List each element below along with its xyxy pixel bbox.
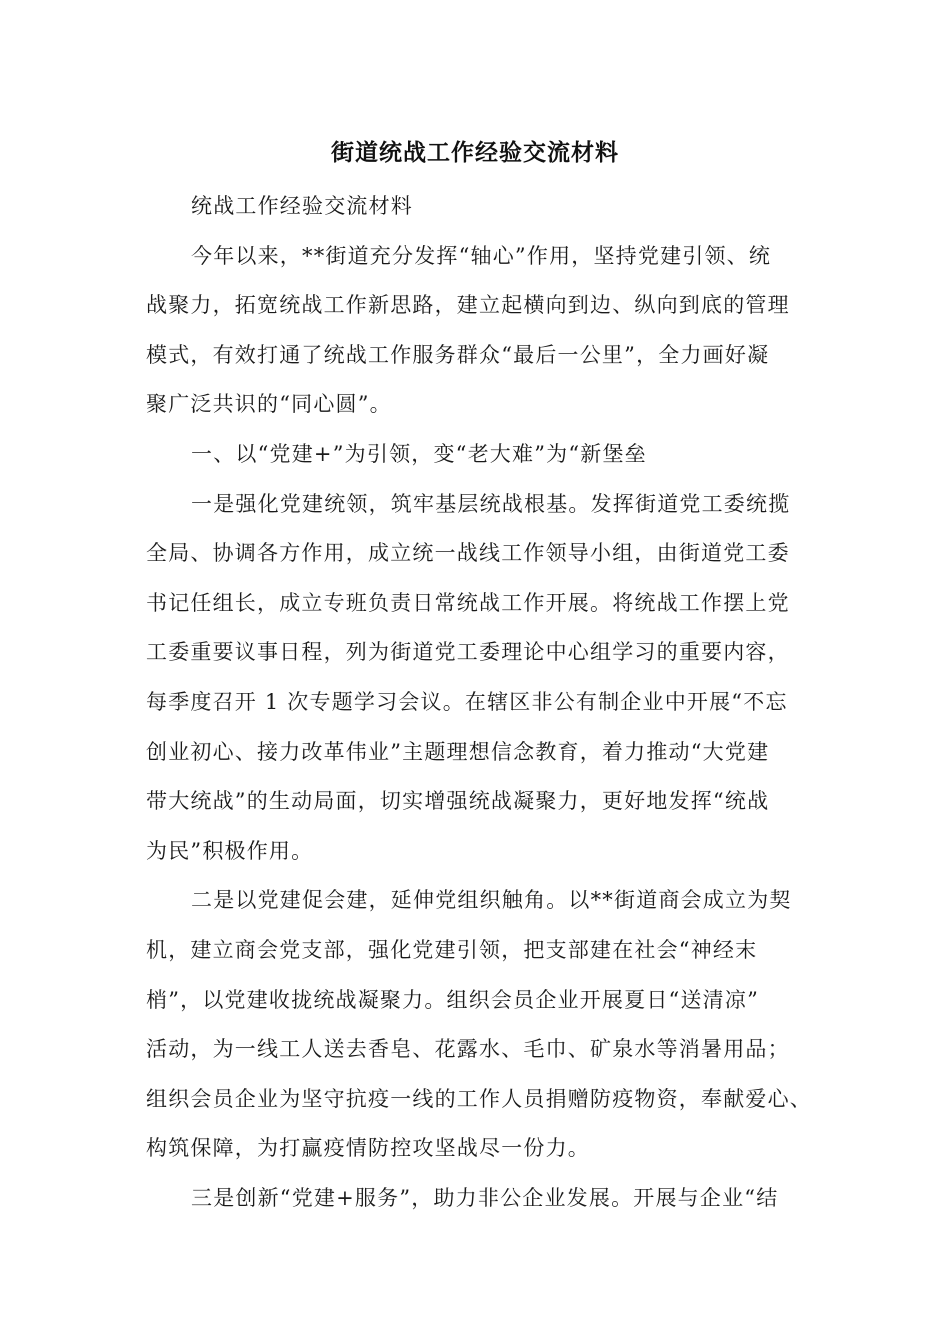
section-heading: 一、以“党建+”为引领，变“老大难”为“新堡垒 [191,441,647,466]
body-line: 今年以来，**街道充分发挥“轴心”作用，坚持党建引领、统 [191,243,772,268]
body-line: 聚广泛共识的“同心圆”。 [146,392,392,417]
document-title: 街道统战工作经验交流材料 [331,139,619,166]
body-line: 统战工作经验交流材料 [191,194,413,218]
body-line: 活动，为一线工人送去香皂、花露水、毛巾、矿泉水等消暑用品； [146,1037,790,1062]
body-line: 模式，有效打通了统战工作服务群众“最后一公里”，全力画好凝 [146,342,770,367]
body-line: 一是强化党建统领，筑牢基层统战根基。发挥街道党工委统揽 [191,491,791,516]
body-line: 构筑保障，为打赢疫情防控攻坚战尽一份力。 [146,1136,590,1161]
body-line: 工委重要议事日程，列为街道党工委理论中心组学习的重要内容， [146,640,790,665]
body-line: 创业初心、接力改革伟业”主题理想信念教育，着力推动“大党建 [146,739,770,764]
body-line: 书记任组长，成立专班负责日常统战工作开展。将统战工作摆上党 [146,590,790,615]
body-line: 组织会员企业为坚守抗疫一线的工作人员捐赠防疫物资，奉献爱心、 [146,1086,812,1111]
body-line: 战聚力，拓宽统战工作新思路，建立起横向到边、纵向到底的管理 [146,293,790,318]
body-line: 全局、协调各方作用，成立统一战线工作领导小组，由街道党工委 [146,541,790,566]
body-line: 梢”，以党建收拢统战凝聚力。组织会员企业开展夏日“送清凉” [146,987,760,1012]
document-body [146,182,822,1223]
body-line: 机，建立商会党支部，强化党建引领，把支部建在社会“神经末 [146,937,758,962]
body-line: 二是以党建促会建，延伸党组织触角。以**街道商会成立为契 [191,888,792,913]
body-line: 三是创新“党建+服务”，助力非公企业发展。开展与企业“结 [191,1185,779,1210]
body-line: 每季度召开 1 次专题学习会议。在辖区非公有制企业中开展“不忘 [146,689,788,714]
body-line: 带大统战”的生动局面，切实增强统战凝聚力，更好地发挥“统战 [146,789,770,814]
body-line: 为民”积极作用。 [146,838,314,863]
